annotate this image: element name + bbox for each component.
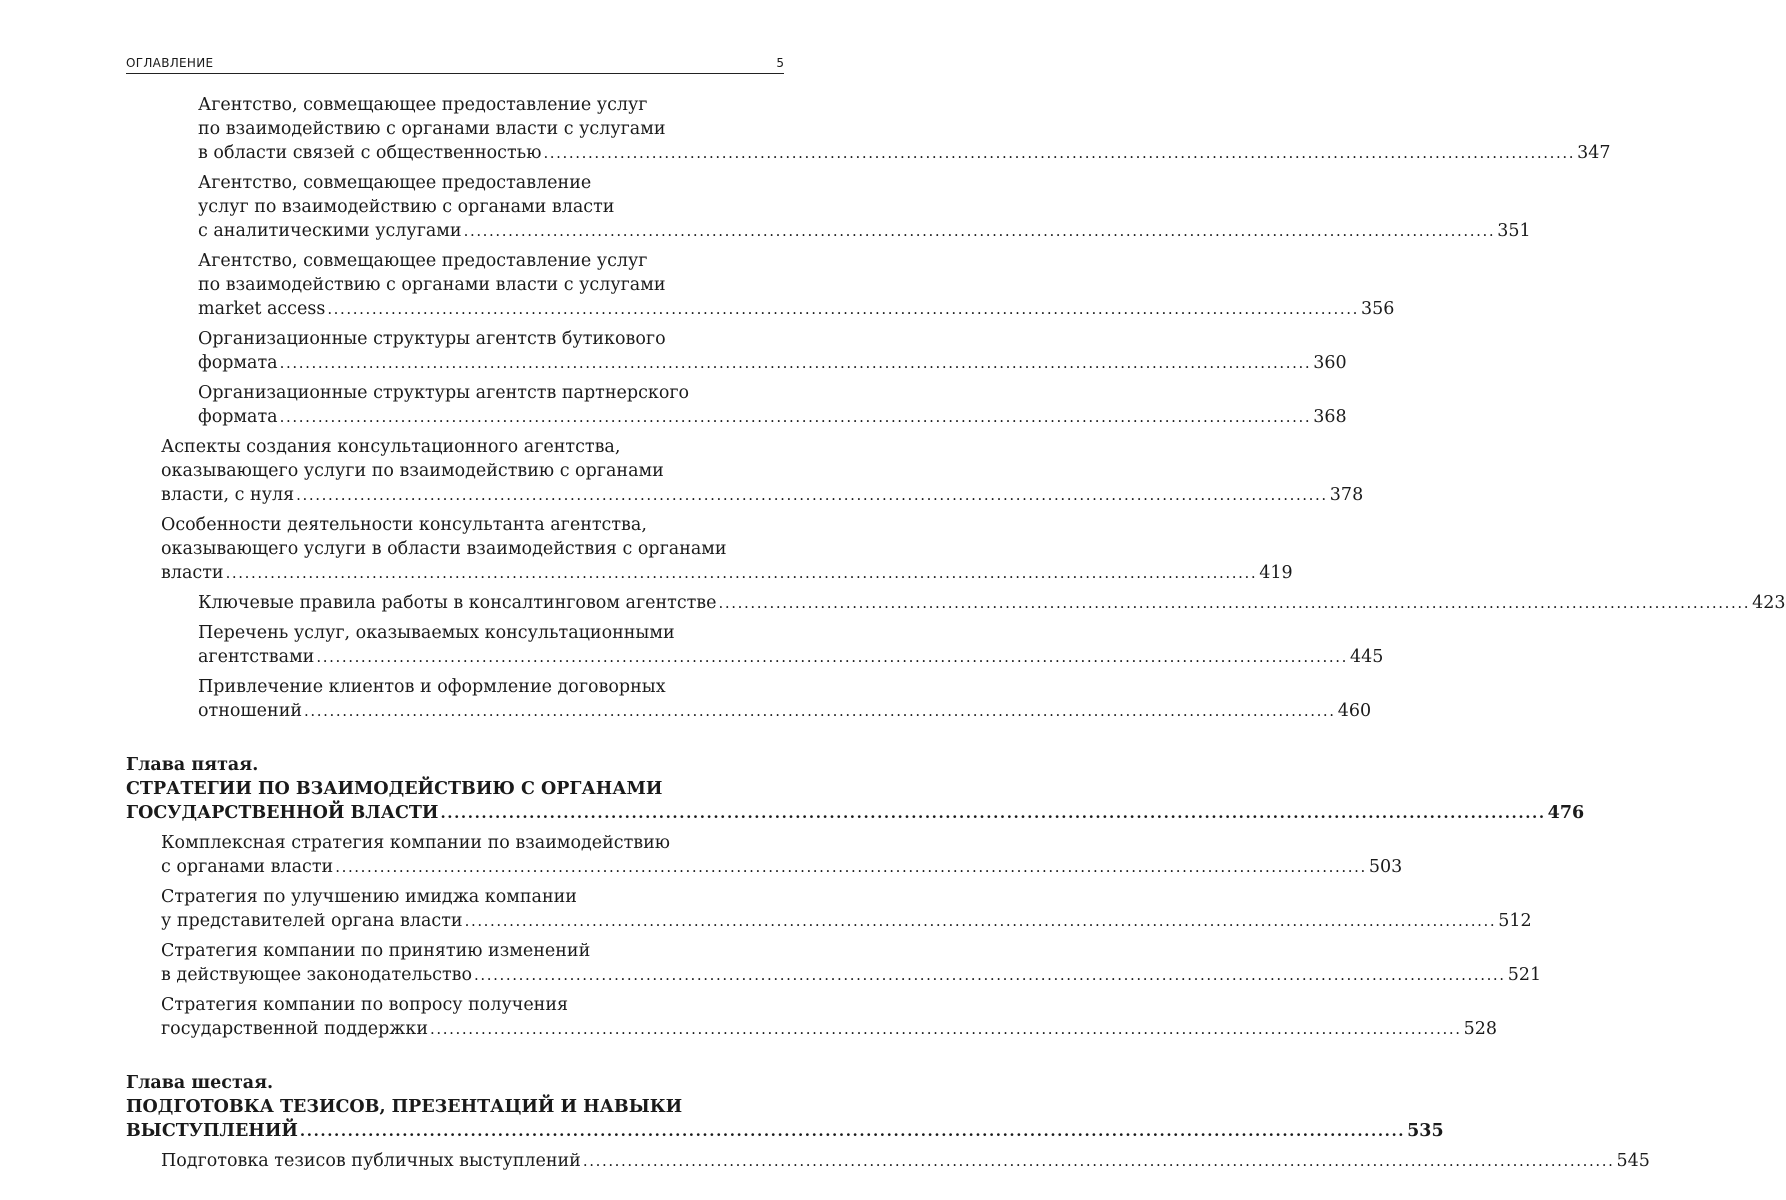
- leader-dots: ..................................................................................................................................................................: [279, 408, 1312, 426]
- toc-entry: [126, 591, 1786, 615]
- toc-entry-line: власти: [161, 563, 224, 583]
- toc-entry-line: Перечень услуг, оказываемых консультационными: [198, 623, 675, 643]
- page-number: 5: [776, 56, 784, 70]
- toc-entry-line: Ключевые правила работы в консалтинговом агентстве: [198, 593, 717, 613]
- toc-entry: [126, 993, 1498, 1041]
- toc-entry-line: Агентство, совмещающее предоставление услуг: [198, 251, 648, 271]
- leader-dots: ..................................................................................................................................................................: [335, 858, 1367, 876]
- toc-entry: [126, 831, 1403, 879]
- chapter-label: Глава шестая.: [126, 1073, 274, 1093]
- toc-page-number: 351: [1497, 221, 1531, 241]
- toc-entry-line: Привлечение клиентов и оформление договорных: [198, 677, 666, 697]
- leader-dots: ..................................................................................................................................................................: [543, 144, 1576, 162]
- chapter-title-line: ПОДГОТОВКА ТЕЗИСОВ, ПРЕЗЕНТАЦИЙ И НАВЫКИ: [126, 1097, 683, 1117]
- toc-entry-line: Организационные структуры агентств бутикового: [198, 329, 666, 349]
- toc-entry-line: отношений: [198, 701, 303, 721]
- toc-entry-line: услуг по взаимодействию с органами власти: [198, 197, 615, 217]
- toc-entry-line: market access: [198, 299, 326, 319]
- toc-entry: [126, 93, 1611, 165]
- leader-dots: ..................................................................................................................................................................: [718, 594, 1751, 612]
- toc-entry-line: оказывающего услуги в области взаимодействия с органами: [161, 539, 727, 559]
- toc-entry-line: по взаимодействию с органами власти с услугами: [198, 119, 666, 139]
- running-header: [126, 55, 784, 74]
- toc-entry: [126, 381, 1347, 429]
- toc-entry-line: Стратегия компании по принятию изменений: [161, 941, 591, 961]
- chapter-title-line: ВЫСТУПЛЕНИЙ: [126, 1121, 298, 1141]
- leader-dots: ..................................................................................................................................................................: [296, 486, 1328, 504]
- toc-page-number: 445: [1350, 647, 1384, 667]
- leader-dots: ..................................................................................................................................................................: [327, 300, 1359, 318]
- chapter-page-number: 476: [1547, 803, 1585, 823]
- toc-page-number: 423: [1752, 593, 1786, 613]
- toc-entry-line: с органами власти: [161, 857, 334, 877]
- chapter-page-number: 535: [1407, 1121, 1444, 1141]
- toc-entry-line: Аспекты создания консультационного агентства,: [161, 437, 621, 457]
- toc-page-number: 356: [1360, 299, 1395, 319]
- toc-entry-line: Агентство, совмещающее предоставление: [198, 173, 592, 193]
- chapter-label: Глава пятая.: [126, 755, 259, 775]
- toc-entry-line: власти, с нуля: [161, 485, 295, 505]
- toc-page-number: 545: [1616, 1151, 1650, 1171]
- toc-entry: [126, 885, 1532, 933]
- toc-entry-line: в области связей с общественностью: [198, 143, 542, 163]
- toc-entry-line: по взаимодействию с органами власти с услугами: [198, 275, 666, 295]
- toc-entry-line: Комплексная стратегия компании по взаимодействию: [161, 833, 671, 853]
- toc-entry-line: у представителей органа власти: [161, 911, 463, 931]
- toc-page-number: 368: [1313, 407, 1347, 427]
- chapter-title-line: ГОСУДАРСТВЕННОЙ ВЛАСТИ: [126, 803, 439, 823]
- section-title: ОГЛАВЛЕНИЕ: [126, 56, 214, 70]
- toc-entry-line: с аналитическими услугами: [198, 221, 462, 241]
- toc-page-number: 512: [1498, 911, 1532, 931]
- toc-entry-line: в действующее законодательство: [161, 965, 473, 985]
- toc-entry-line: Стратегия компании по вопросу получения: [161, 995, 569, 1015]
- leader-dots: ..................................................................................................................................................................: [464, 912, 1497, 930]
- toc-page-number: 360: [1313, 353, 1347, 373]
- leader-dots: ..................................................................................................................................................................: [440, 804, 1546, 822]
- leader-dots: ..................................................................................................................................................................: [430, 1020, 1462, 1038]
- toc-page-number: 521: [1507, 965, 1542, 985]
- leader-dots: ..................................................................................................................................................................: [279, 354, 1312, 372]
- chapter-title-line: СТРАТЕГИИ ПО ВЗАИМОДЕЙСТВИЮ С ОРГАНАМИ: [126, 779, 663, 799]
- toc-page-number: 419: [1259, 563, 1293, 583]
- toc-entry-line: Стратегия по улучшению имиджа компании: [161, 887, 577, 907]
- toc-entry: [126, 327, 1347, 375]
- toc-entry-line: формата: [198, 353, 278, 373]
- toc-entry: [126, 675, 1372, 723]
- toc-page-number: 528: [1463, 1019, 1498, 1039]
- chapter-six: [126, 1071, 1444, 1143]
- leader-dots: ..................................................................................................................................................................: [316, 648, 1348, 666]
- chapter-five: [126, 753, 1585, 825]
- leader-dots: ..................................................................................................................................................................: [225, 564, 1258, 582]
- toc-entry: [126, 249, 1395, 321]
- toc-entry: [126, 621, 1384, 669]
- toc-page-number: 347: [1577, 143, 1611, 163]
- leader-dots: ..................................................................................................................................................................: [582, 1152, 1615, 1170]
- toc-entry: [126, 1149, 1650, 1173]
- toc-page-number: 378: [1329, 485, 1364, 505]
- toc-entry-line: государственной поддержки: [161, 1019, 429, 1039]
- toc-entry-line: Агентство, совмещающее предоставление услуг: [198, 95, 648, 115]
- toc-entry: [126, 171, 1531, 243]
- toc-entry: [126, 435, 1364, 507]
- toc-entry-line: формата: [198, 407, 278, 427]
- toc-entry-line: агентствами: [198, 647, 315, 667]
- toc-entry: [126, 513, 1293, 585]
- leader-dots: ..................................................................................................................................................................: [463, 222, 1496, 240]
- leader-dots: ..................................................................................................................................................................: [474, 966, 1506, 984]
- leader-dots: ..................................................................................................................................................................: [304, 702, 1336, 720]
- toc-page-number: 460: [1337, 701, 1372, 721]
- toc-entry-line: оказывающего услуги по взаимодействию с органами: [161, 461, 664, 481]
- leader-dots: ..................................................................................................................................................................: [299, 1122, 1406, 1140]
- toc-entry-line: Организационные структуры агентств партнерского: [198, 383, 690, 403]
- toc-entry-line: Подготовка тезисов публичных выступлений: [161, 1151, 581, 1171]
- toc-entry: [126, 939, 1542, 987]
- toc-entry-line: Особенности деятельности консультанта агентства,: [161, 515, 647, 535]
- table-of-contents: [126, 93, 1786, 1173]
- toc-page-number: 503: [1368, 857, 1403, 877]
